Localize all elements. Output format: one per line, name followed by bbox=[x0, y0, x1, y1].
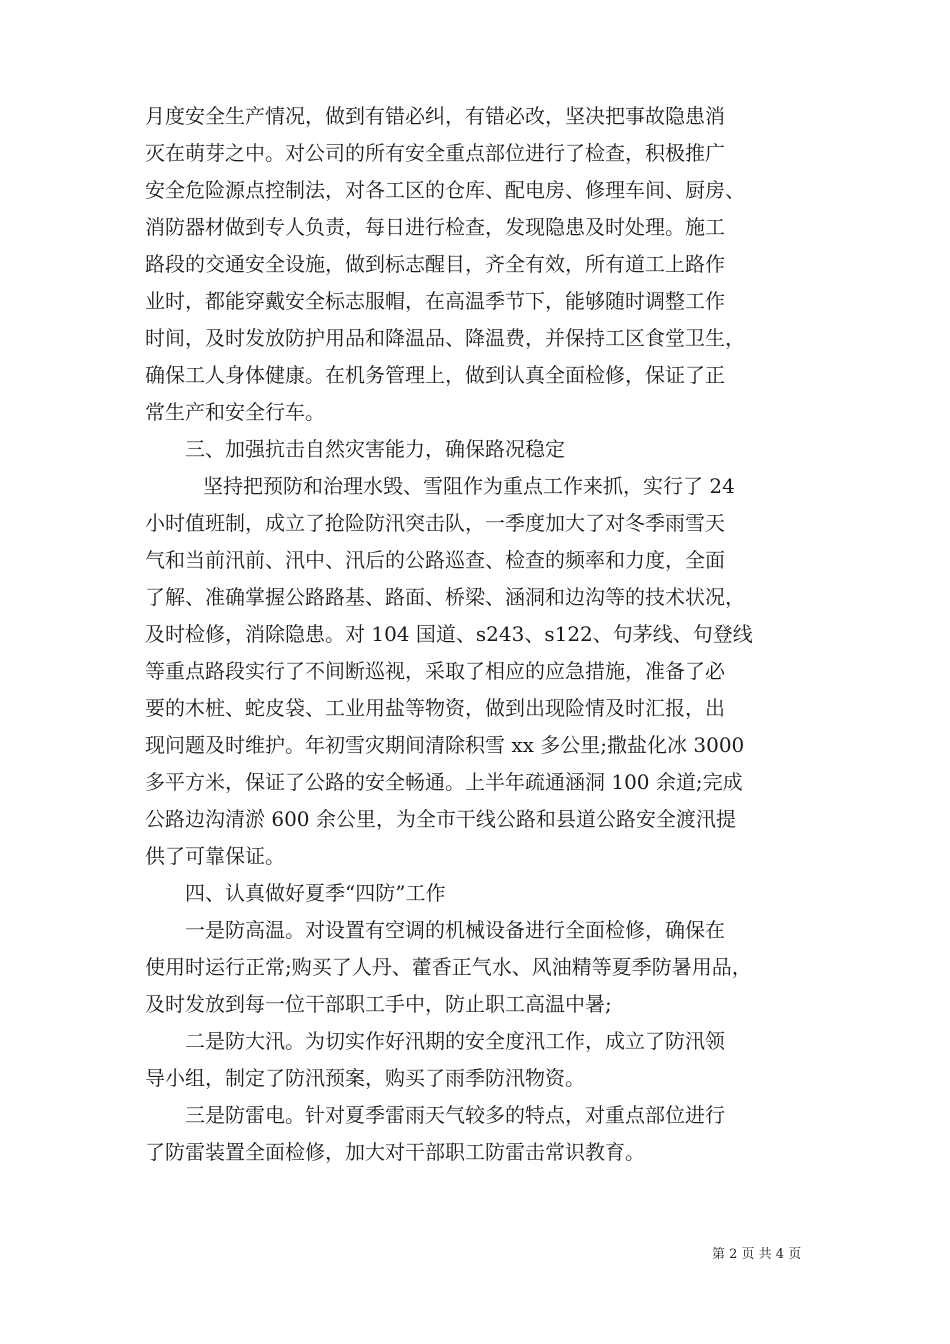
text-line: 二是防大汛。为切实作好汛期的安全度汛工作，成立了防汛领 bbox=[185, 1029, 725, 1053]
section-heading-3 bbox=[145, 431, 811, 468]
text-line: 现问题及时维护。年初雪灾期间清除积雪 xx 多公里;撒盐化冰 3000 bbox=[145, 733, 745, 757]
text-line: 业时，都能穿戴安全标志服帽，在高温季节下，能够随时调整工作 bbox=[145, 289, 725, 313]
text-line: 灭在萌芽之中。对公司的所有安全重点部位进行了检查，积极推广 bbox=[145, 141, 725, 165]
paragraph-flood-prevention bbox=[145, 1023, 811, 1097]
section-heading-4 bbox=[145, 875, 811, 912]
paragraph-disaster-response bbox=[145, 468, 811, 875]
text-line: 导小组，制定了防汛预案，购买了雨季防汛物资。 bbox=[145, 1066, 585, 1090]
text-line: 常生产和安全行车。 bbox=[145, 400, 325, 424]
text-line: 及时检修，消除隐患。对 104 国道、s243、s122、句茅线、句登线 bbox=[145, 622, 753, 646]
text-line: 使用时运行正常;购买了人丹、藿香正气水、风油精等夏季防暑用品， bbox=[145, 955, 752, 979]
text-line: 了防雷装置全面检修，加大对干部职工防雷击常识教育。 bbox=[145, 1140, 645, 1164]
paragraph-safety-management bbox=[145, 98, 811, 431]
heading-line: 三、加强抗击自然灾害能力，确保路况稳定 bbox=[185, 437, 565, 461]
text-line: 确保工人身体健康。在机务管理上，做到认真全面检修，保证了正 bbox=[145, 363, 725, 387]
text-line: 时间，及时发放防护用品和降温品、降温费，并保持工区食堂卫生， bbox=[145, 326, 745, 350]
heading-line: 四、认真做好夏季“四防”工作 bbox=[185, 881, 446, 905]
text-line: 多平方米，保证了公路的安全畅通。上半年疏通涵洞 100 余道;完成 bbox=[145, 770, 743, 794]
text-line: 路段的交通安全设施，做到标志醒目，齐全有效，所有道工上路作 bbox=[145, 252, 725, 276]
text-line: 供了可靠保证。 bbox=[145, 844, 285, 868]
text-line: 一是防高温。对设置有空调的机械设备进行全面检修，确保在 bbox=[185, 918, 725, 942]
text-line: 公路边沟清淤 600 余公里，为全市干线公路和县道公路安全渡汛提 bbox=[145, 807, 736, 831]
document-body bbox=[145, 98, 811, 1171]
text-line: 消防器材做到专人负责，每日进行检查，发现隐患及时处理。施工 bbox=[145, 215, 725, 239]
text-line: 月度安全生产情况，做到有错必纠，有错必改，坚决把事故隐患消 bbox=[145, 104, 725, 128]
page-number: 第 2 页 共 4 页 bbox=[712, 1247, 802, 1262]
text-line: 等重点路段实行了不间断巡视，采取了相应的应急措施，准备了必 bbox=[145, 659, 725, 683]
text-line: 安全危险源点控制法，对各工区的仓库、配电房、修理车间、厨房、 bbox=[145, 178, 745, 202]
text-line: 了解、准确掌握公路路基、路面、桥梁、涵洞和边沟等的技术状况， bbox=[145, 585, 745, 609]
text-line: 及时发放到每一位干部职工手中，防止职工高温中暑; bbox=[145, 992, 612, 1016]
text-line: 气和当前汛前、汛中、汛后的公路巡查、检查的频率和力度，全面 bbox=[145, 548, 725, 572]
text-line: 坚持把预防和治理水毁、雪阻作为重点工作来抓，实行了 24 bbox=[203, 474, 735, 498]
text-line: 三是防雷电。针对夏季雷雨天气较多的特点，对重点部位进行 bbox=[185, 1103, 725, 1127]
paragraph-high-temperature bbox=[145, 912, 811, 1023]
text-line: 小时值班制，成立了抢险防汛突击队，一季度加大了对冬季雨雪天 bbox=[145, 511, 725, 535]
paragraph-lightning-prevention bbox=[145, 1097, 811, 1171]
text-line: 要的木桩、蛇皮袋、工业用盐等物资，做到出现险情及时汇报，出 bbox=[145, 696, 725, 720]
